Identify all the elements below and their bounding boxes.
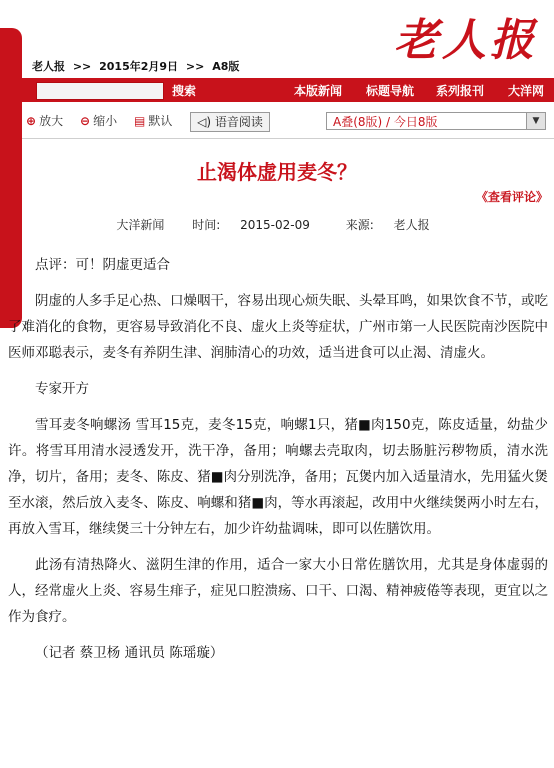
breadcrumb-page[interactable]: A8版 xyxy=(212,60,240,73)
nav-item-dayoo[interactable]: 大洋网 xyxy=(508,84,545,98)
edition-select-value: A叠(8版) / 今日8版 xyxy=(333,115,438,129)
zoom-in-icon: ⊕ xyxy=(26,114,37,128)
default-label: 默认 xyxy=(148,114,173,128)
divider xyxy=(22,138,554,139)
source-label: 来源: xyxy=(345,218,374,232)
nav-item-headline-nav[interactable]: 标题导航 xyxy=(366,84,415,98)
time-field xyxy=(184,218,318,232)
article-paragraph: 点评：可！阴虚更适合 xyxy=(35,257,170,273)
zoom-in-button[interactable] xyxy=(26,112,63,129)
voice-read-label: 语音阅读 xyxy=(214,115,263,129)
time-label: 时间: xyxy=(192,218,221,232)
search-button[interactable]: 搜索 xyxy=(172,84,197,98)
article-subheading: 专家开方 xyxy=(35,381,89,397)
top-nav-bar xyxy=(22,78,554,102)
nav-item-series-papers[interactable]: 系列报刊 xyxy=(436,84,485,98)
article-body xyxy=(8,252,548,676)
document-icon: ▤ xyxy=(134,114,146,128)
breadcrumb-home[interactable]: 老人报 xyxy=(32,60,65,73)
source-site: 大洋新闻 xyxy=(116,218,165,232)
breadcrumb-separator: >> xyxy=(72,60,92,73)
zoom-out-icon: ⊖ xyxy=(80,114,91,128)
source-field xyxy=(338,218,438,232)
article-meta xyxy=(0,216,554,233)
speaker-icon: ◁) xyxy=(197,115,212,129)
zoom-in-label: 放大 xyxy=(39,114,64,128)
source-name: 老人报 xyxy=(393,218,430,232)
zoom-out-label: 缩小 xyxy=(93,114,118,128)
chevron-down-icon[interactable]: ▼ xyxy=(526,113,545,129)
page-header xyxy=(0,0,554,78)
publish-time: 2015-02-09 xyxy=(240,218,310,232)
nav-item-this-page-news[interactable]: 本版新闻 xyxy=(294,84,343,98)
article-paragraph: 此汤有清热降火、滋阴生津的作用，适合一家大小日常佐膳饮用，尤其是身体虚弱的人，经常虚火上炎、容易生痱子，症见口腔溃疡、口干、口渴、精神疲倦等表现，更宜以之作为食疗。 xyxy=(8,557,548,625)
article-paragraph: 雪耳麦冬响螺汤 雪耳15克，麦冬15克，响螺1只，猪■肉150克，陈皮适量，幼盐少许。将雪耳用清水浸透发开，洗干净，备用；响螺去壳取肉，切去肠脏污秽物质，清水洗净，切片，备用；麦冬、陈皮、猪■肉分别洗净，备用；瓦煲内加入适量清水，先用猛火煲至水滚，然后放入麦冬、陈皮、响螺和猪■肉，等水再滚起，改用中火继续煲两小时左右，再放入雪耳，继续煲三十分钟左右，加少许幼盐调味，即可以佐膳饮用。 xyxy=(8,417,548,537)
reading-toolbar xyxy=(22,108,554,136)
breadcrumb-separator: >> xyxy=(185,60,205,73)
default-size-button[interactable] xyxy=(134,112,172,129)
edition-select[interactable] xyxy=(326,112,546,130)
article-title: 止渴体虚用麦冬？ xyxy=(197,160,357,184)
zoom-out-button[interactable] xyxy=(80,112,117,129)
breadcrumb-date[interactable]: 2015年2月9日 xyxy=(99,60,179,73)
breadcrumb xyxy=(32,58,243,74)
voice-read-button[interactable] xyxy=(190,112,270,132)
view-comments-link[interactable]: 《查看评论》 xyxy=(475,190,548,204)
newspaper-logo: 老人报 xyxy=(394,15,538,66)
article-paragraph: 阴虚的人多手足心热、口燥咽干，容易出现心烦失眠、头晕耳鸣，如果饮食不节，或吃了难消化的食物，更容易导致消化不良、虚火上炎等症状，广州市第一人民医院南沙医院中医师邓聪表示，麦冬有养阴生津、润肺清心的功效，适当进食可以止渴、清虚火。 xyxy=(8,293,548,361)
article-byline: （记者 蔡卫杨 通讯员 陈瑶璇） xyxy=(35,645,224,661)
search-input[interactable] xyxy=(36,82,164,100)
